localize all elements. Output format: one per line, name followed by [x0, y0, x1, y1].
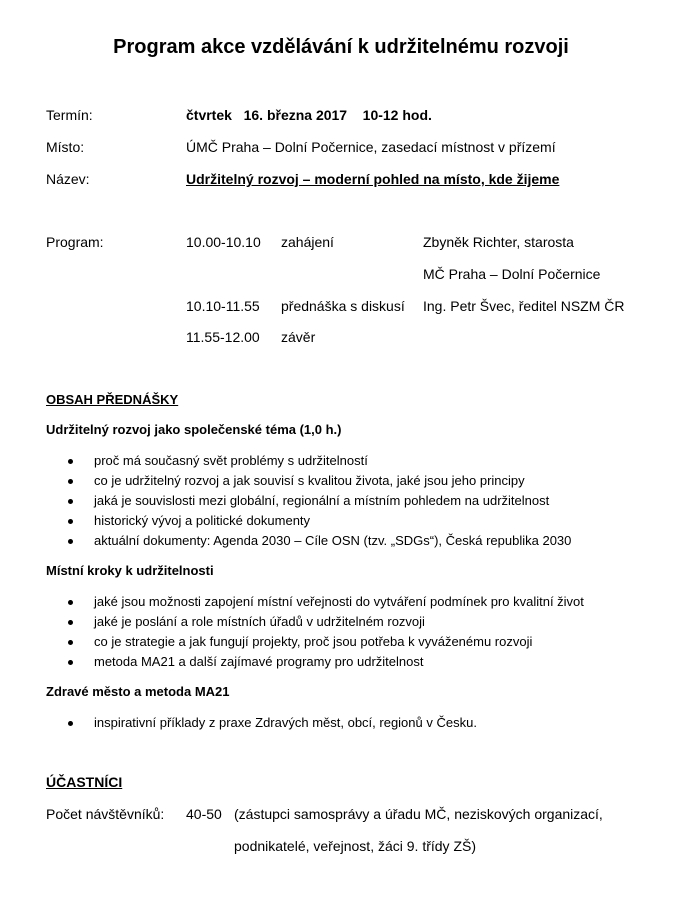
participants-label: Počet návštěvníků:: [46, 806, 165, 822]
list-item-text: jaké jsou možnosti zapojení místní veřejnosti do vytváření podmínek pro kvalitní život: [94, 594, 584, 609]
list-item-text: inspirativní příklady z praxe Zdravých měst, obcí, regionů v Česku.: [94, 715, 477, 730]
nazev-value: Udržitelný rozvoj – moderní pohled na místo, kde žijeme: [186, 171, 560, 187]
program-activity: přednáška s diskusí: [281, 298, 405, 314]
bullet-icon: [68, 499, 73, 504]
participants-count: 40-50: [186, 806, 222, 822]
misto-value: ÚMČ Praha – Dolní Počernice, zasedací místnost v přízemí: [186, 139, 556, 155]
bullet-icon: [68, 459, 73, 464]
bullet-icon: [68, 660, 73, 665]
termin-value: čtvrtek 16. března 2017 10-12 hod.: [186, 107, 432, 123]
bullet-icon: [68, 620, 73, 625]
program-activity: závěr: [281, 329, 316, 345]
program-activity: zahájení: [281, 234, 334, 250]
bullet-icon: [68, 640, 73, 645]
program-speaker: Zbyněk Richter, starosta: [423, 234, 574, 250]
list-item-text: historický vývoj a politické dokumenty: [94, 513, 311, 528]
program-speaker: MČ Praha – Dolní Počernice: [423, 266, 601, 282]
misto-label: Místo:: [46, 139, 85, 155]
bullet-icon: [68, 721, 73, 726]
list-item-text: proč má současný svět problémy s udržitelností: [94, 453, 368, 468]
list-item-text: jaké je poslání a role místních úřadů v udržitelném rozvoji: [94, 614, 425, 629]
participants-description: podnikatelé, veřejnost, žáci 9. třídy ZŠ): [234, 838, 476, 854]
content-heading: OBSAH PŘEDNÁŠKY: [46, 392, 179, 407]
bullet-icon: [68, 600, 73, 605]
section-title: Udržitelný rozvoj jako společenské téma (1,0 h.): [46, 422, 342, 437]
program-label: Program:: [46, 234, 104, 250]
bullet-icon: [68, 479, 73, 484]
bullet-icon: [68, 519, 73, 524]
bullet-icon: [68, 539, 73, 544]
participants-description: (zástupci samosprávy a úřadu MČ, neziskových organizací,: [234, 806, 603, 822]
section-title: Zdravé město a metoda MA21: [46, 684, 230, 699]
section-title: Místní kroky k udržitelnosti: [46, 563, 214, 578]
program-speaker: Ing. Petr Švec, ředitel NSZM ČR: [423, 298, 625, 314]
termin-label: Termín:: [46, 107, 93, 123]
nazev-label: Název:: [46, 171, 90, 187]
program-time: 10.10-11.55: [186, 298, 260, 314]
program-time: 10.00-10.10: [186, 234, 261, 250]
list-item-text: co je strategie a jak fungují projekty, proč jsou potřeba k vyváženému rozvoji: [94, 634, 533, 649]
page-title: Program akce vzdělávání k udržitelnému rozvoji: [113, 36, 569, 58]
list-item-text: aktuální dokumenty: Agenda 2030 – Cíle OSN (tzv. „SDGs“), Česká republika 2030: [94, 533, 572, 548]
list-item-text: co je udržitelný rozvoj a jak souvisí s kvalitou života, jaké jsou jeho principy: [94, 473, 525, 488]
list-item-text: jaká je souvislosti mezi globální, regionální a místním pohledem na udržitelnost: [94, 493, 550, 508]
list-item-text: metoda MA21 a další zajímavé programy pro udržitelnost: [94, 654, 424, 669]
participants-heading: ÚČASTNÍCI: [46, 774, 123, 790]
program-time: 11.55-12.00: [186, 329, 260, 345]
